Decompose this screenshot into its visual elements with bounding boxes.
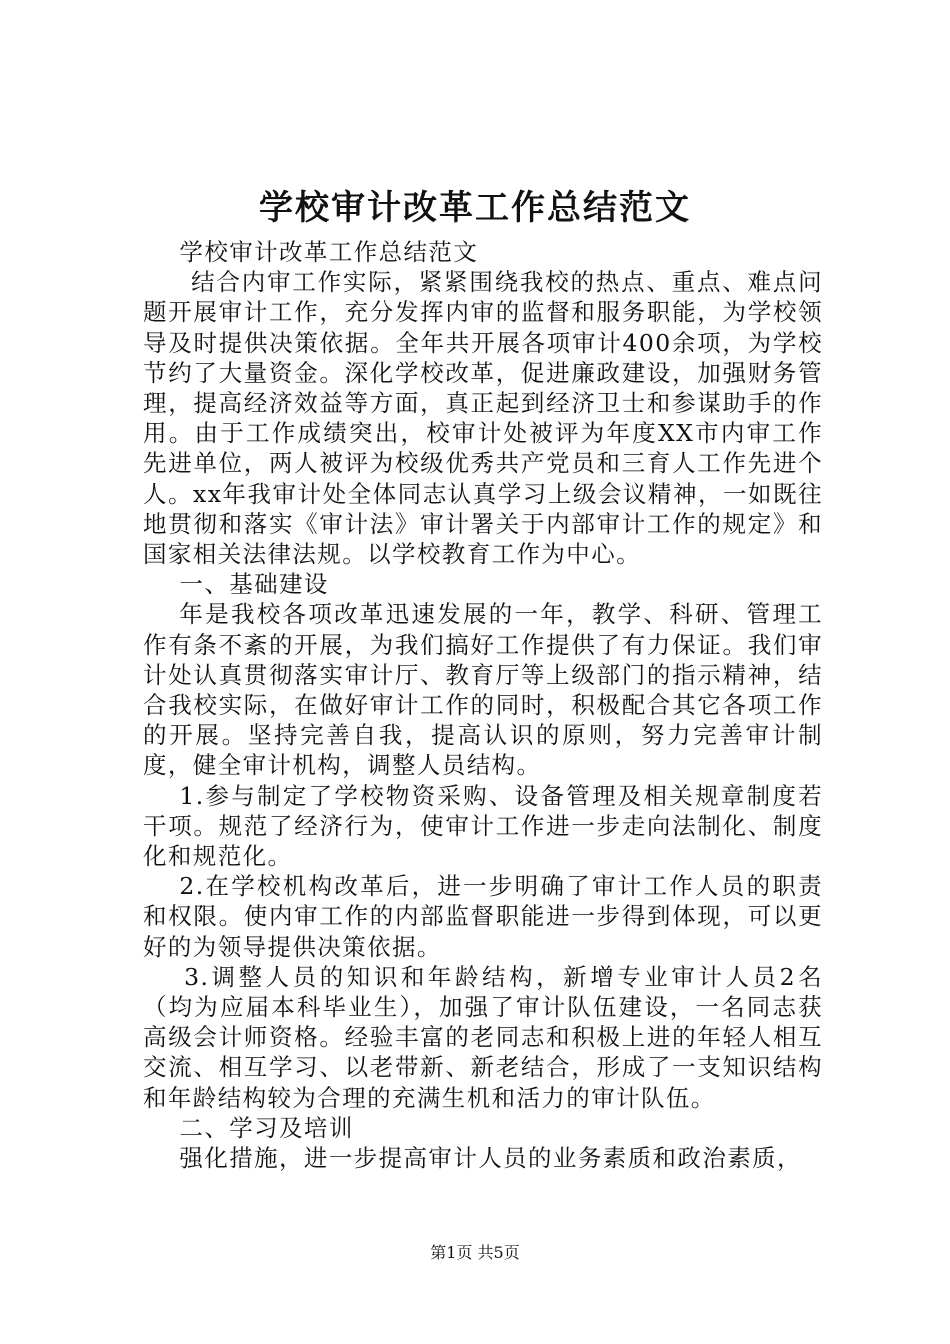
- basic-construction-paragraph: 年是我校各项改革迅速发展的一年，教学、科研、管理工作有条不紊的开展，为我们搞好工作提供了有力保证。我们审计处认真贯彻落实审计厅、教育厅等上级部门的指示精神，结合我校实际，在做好审计工作的同时，积极配合其它各项工作的开展。坚持完善自我，提高认识的原则，努力完善审计制度，健全审计机构，调整人员结构。: [143, 600, 823, 780]
- section-heading-basic-construction: 一、基础建设: [179, 570, 329, 599]
- subtitle-paragraph: 学校审计改革工作总结范文: [179, 238, 479, 266]
- page-indicator: 第1页 共5页: [430, 1243, 520, 1262]
- list-item-2: 2.在学校机构改革后，进一步明确了审计工作人员的职责和权限。使内审工作的内部监督职能进一步得到体现，可以更好的为领导提供决策依据。: [143, 872, 823, 961]
- document-title: 学校审计改革工作总结范文: [259, 188, 691, 228]
- intro-paragraph: 结合内审工作实际，紧紧围绕我校的热点、重点、难点问题开展审计工作，充分发挥内审的监督和服务职能，为学校领导及时提供决策依据。全年共开展各项审计400余项，为学校节约了大量资金。深化学校改革，促进廉政建设，加强财务管理，提高经济效益等方面，真正起到经济卫士和参谋助手的作用。由于工作成绩突出，校审计处被评为年度XX市内审工作先进单位，两人被评为校级优秀共产党员和三育人工作先进个人。xx年我审计处全体同志认真学习上级会议精神，一如既往地贯彻和落实《审计法》审计署关于内部审计工作的规定》和国家相关法律法规。以学校教育工作为中心。: [143, 268, 823, 569]
- list-item-1: 1.参与制定了学校物资采购、设备管理及相关规章制度若干项。规范了经济行为，使审计工作进一步走向法制化、制度化和规范化。: [143, 781, 823, 871]
- list-item-3: 3.调整人员的知识和年龄结构，新增专业审计人员2名（均为应届本科毕业生），加强了审计队伍建设，一名同志获高级会计师资格。经验丰富的老同志和积极上进的年轻人相互交流、相互学习、以老带新、新老结合，形成了一支知识结构和年龄结构较为合理的充满生机和活力的审计队伍。: [143, 962, 823, 1112]
- training-paragraph: 强化措施，进一步提高审计人员的业务素质和政治素质，: [179, 1144, 802, 1173]
- section-heading-training: 二、学习及培训: [179, 1113, 354, 1142]
- document-body: [143, 237, 823, 1173]
